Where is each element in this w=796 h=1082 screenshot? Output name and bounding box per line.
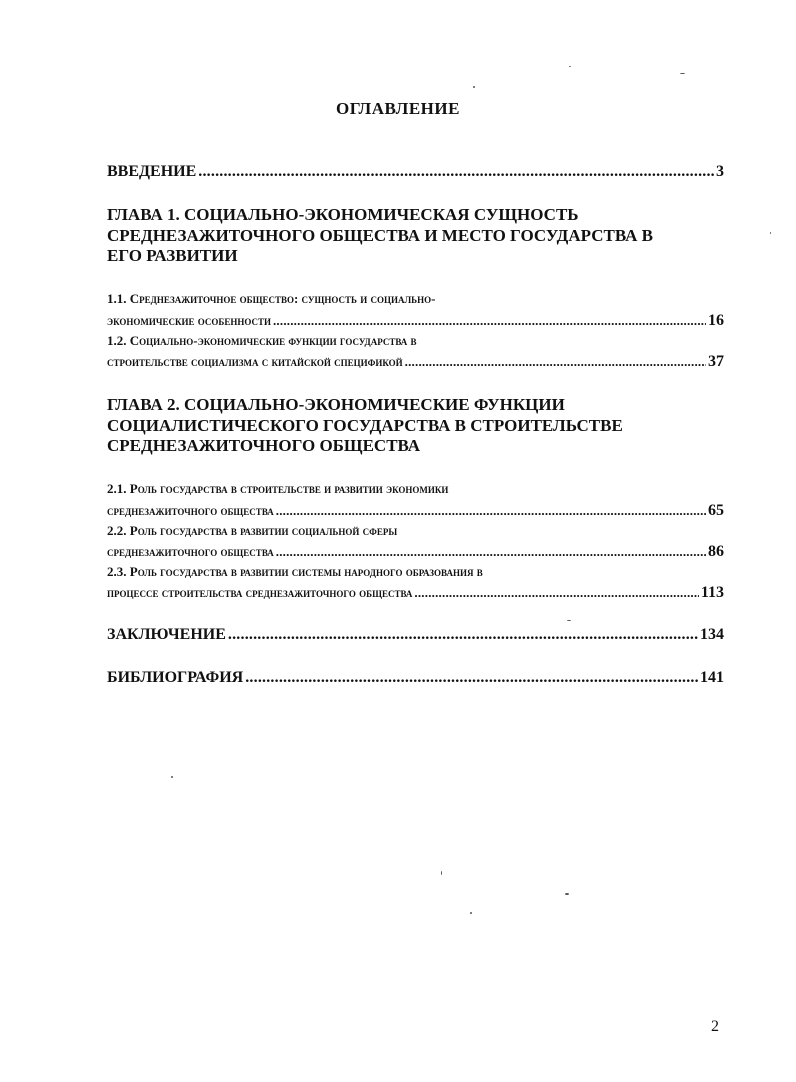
dot-leader [228, 626, 698, 644]
scan-speck [473, 86, 475, 88]
scan-speck [171, 776, 173, 778]
entry-page: 65 [708, 502, 724, 519]
section-2-2-line1: 2.2. Роль государства в развитии социальной сферы [107, 523, 398, 538]
dot-leader [414, 585, 698, 601]
entry-page: 16 [708, 312, 724, 329]
scan-speck [770, 232, 771, 234]
scan-speck [441, 871, 442, 875]
entry-page: 86 [708, 543, 724, 560]
entry-page: 141 [700, 669, 724, 686]
chapter-2-heading[interactable]: ГЛАВА 2. СОЦИАЛЬНО-ЭКОНОМИЧЕСКИЕ ФУНКЦИИ СОЦИАЛИСТИЧЕСКОГО ГОСУДАРСТВА В СТРОИТЕЛЬСТВЕ СРЕДНЕЗАЖИТОЧНОГО ОБЩЕСТВА [107, 395, 623, 455]
section-2-1-line1: 2.1. Роль государства в строительстве и развитии экономики [107, 481, 449, 496]
entry-label: среднезажиточного общества [107, 503, 274, 518]
page-number: 2 [711, 1018, 719, 1035]
entry-label: строительстве социализма с китайской спецификой [107, 354, 403, 369]
chapter-1-heading[interactable]: ГЛАВА 1. СОЦИАЛЬНО-ЭКОНОМИЧЕСКАЯ СУЩНОСТЬ СРЕДНЕЗАЖИТОЧНОГО ОБЩЕСТВА И МЕСТО ГОСУДАРСТВА В ЕГО РАЗВИТИИ [107, 205, 654, 265]
entry-page: 3 [716, 163, 724, 180]
toc-entry-conclusion[interactable] [107, 626, 724, 644]
entry-label: БИБЛИОГРАФИЯ [107, 669, 244, 686]
entry-label: ЗАКЛЮЧЕНИЕ [107, 626, 226, 643]
toc-entry-introduction[interactable] [107, 163, 724, 181]
dot-leader [405, 354, 706, 370]
section-1-2-line1: 1.2. Социально-экономические функции государства в [107, 333, 417, 348]
entry-label: процессе строительства среднезажиточного общества [107, 585, 413, 600]
toc-entry-section-2-3[interactable] [107, 584, 724, 602]
toc-entry-bibliography[interactable] [107, 669, 724, 687]
dot-leader [276, 503, 706, 519]
toc-title: ОГЛАВЛЕНИЕ [336, 99, 460, 118]
scan-speck [470, 912, 472, 914]
entry-label: экономические особенности [107, 313, 271, 328]
scan-speck [569, 66, 571, 67]
dot-leader [273, 313, 706, 329]
scan-speck [567, 620, 571, 621]
entry-page: 113 [700, 584, 724, 601]
entry-label: ВВЕДЕНИЕ [107, 163, 197, 180]
entry-page: 134 [700, 626, 724, 643]
scan-speck [680, 73, 685, 74]
section-1-1-line1: 1.1. Среднезажиточное общество: сущность и социально- [107, 291, 436, 306]
toc-entry-section-2-1[interactable] [107, 502, 724, 520]
entry-label: среднезажиточного общества [107, 544, 274, 559]
entry-page: 37 [708, 353, 724, 370]
section-2-3-line1: 2.3. Роль государства в развитии системы народного образования в [107, 564, 483, 579]
dot-leader [198, 163, 714, 181]
dot-leader [276, 544, 706, 560]
toc-entry-section-1-2[interactable] [107, 353, 724, 371]
toc-entry-section-1-1[interactable] [107, 312, 724, 330]
dot-leader [245, 669, 698, 687]
scan-speck [565, 893, 569, 895]
toc-entry-section-2-2[interactable] [107, 543, 724, 561]
